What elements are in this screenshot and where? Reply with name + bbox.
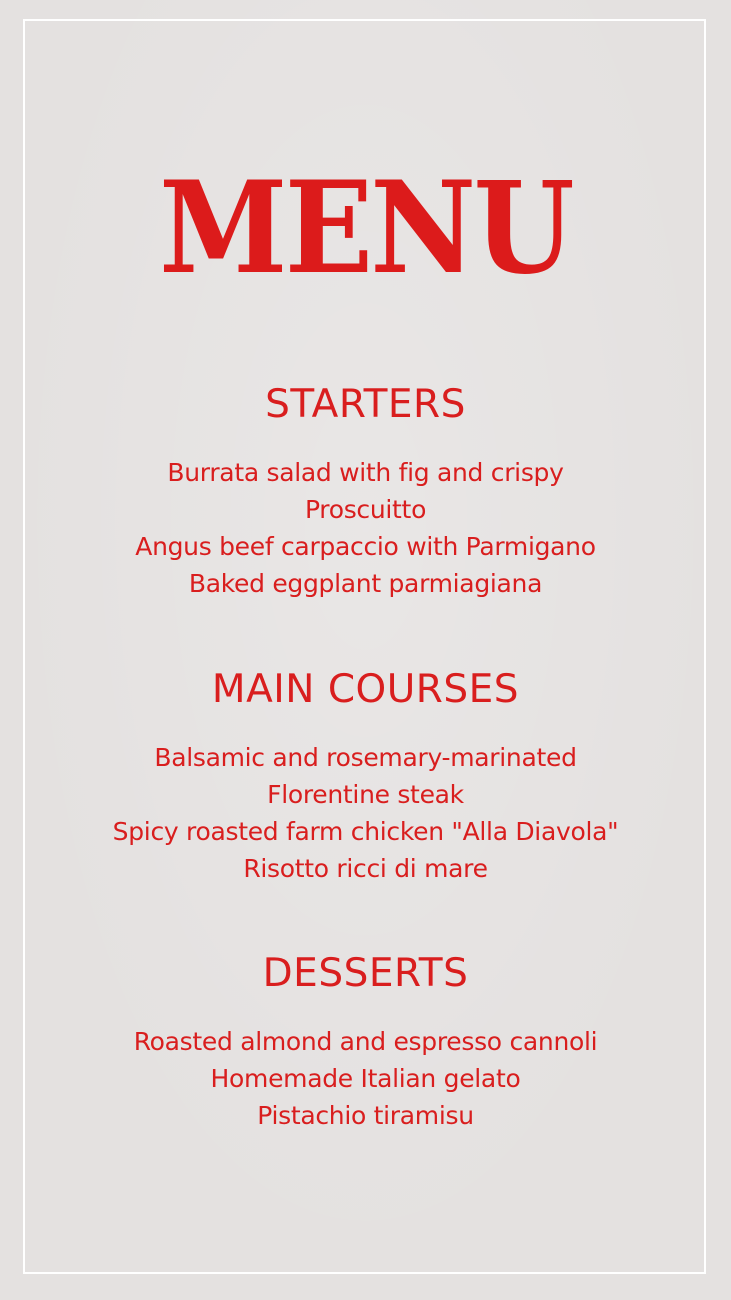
menu-item: Risotto ricci di mare bbox=[243, 854, 488, 883]
menu-item: Balsamic and rosemary-marinated bbox=[154, 743, 577, 772]
menu-item: Angus beef carpaccio with Parmigano bbox=[135, 532, 596, 561]
starters-list bbox=[0, 454, 731, 602]
section-heading-main-courses: MAIN COURSES bbox=[211, 667, 520, 712]
menu-title: MENU bbox=[159, 154, 572, 302]
menu-item: Baked eggplant parmiagiana bbox=[188, 569, 543, 598]
desserts-list bbox=[0, 1023, 731, 1134]
menu-item: Florentine steak bbox=[267, 780, 464, 809]
menu-item: Spicy roasted farm chicken "Alla Diavola" bbox=[112, 817, 619, 846]
menu-item: Burrata salad with fig and crispy bbox=[167, 458, 564, 487]
section-desserts bbox=[0, 951, 731, 1134]
section-heading-starters: STARTERS bbox=[265, 382, 466, 427]
main-courses-list bbox=[0, 739, 731, 887]
section-heading-desserts: DESSERTS bbox=[262, 951, 469, 996]
menu-item: Roasted almond and espresso cannoli bbox=[133, 1027, 598, 1056]
menu-item: Pistachio tiramisu bbox=[257, 1101, 474, 1130]
section-starters bbox=[0, 382, 731, 602]
menu-item: Homemade Italian gelato bbox=[210, 1064, 521, 1093]
section-main-courses bbox=[0, 667, 731, 887]
menu-item: Proscuitto bbox=[304, 495, 427, 524]
